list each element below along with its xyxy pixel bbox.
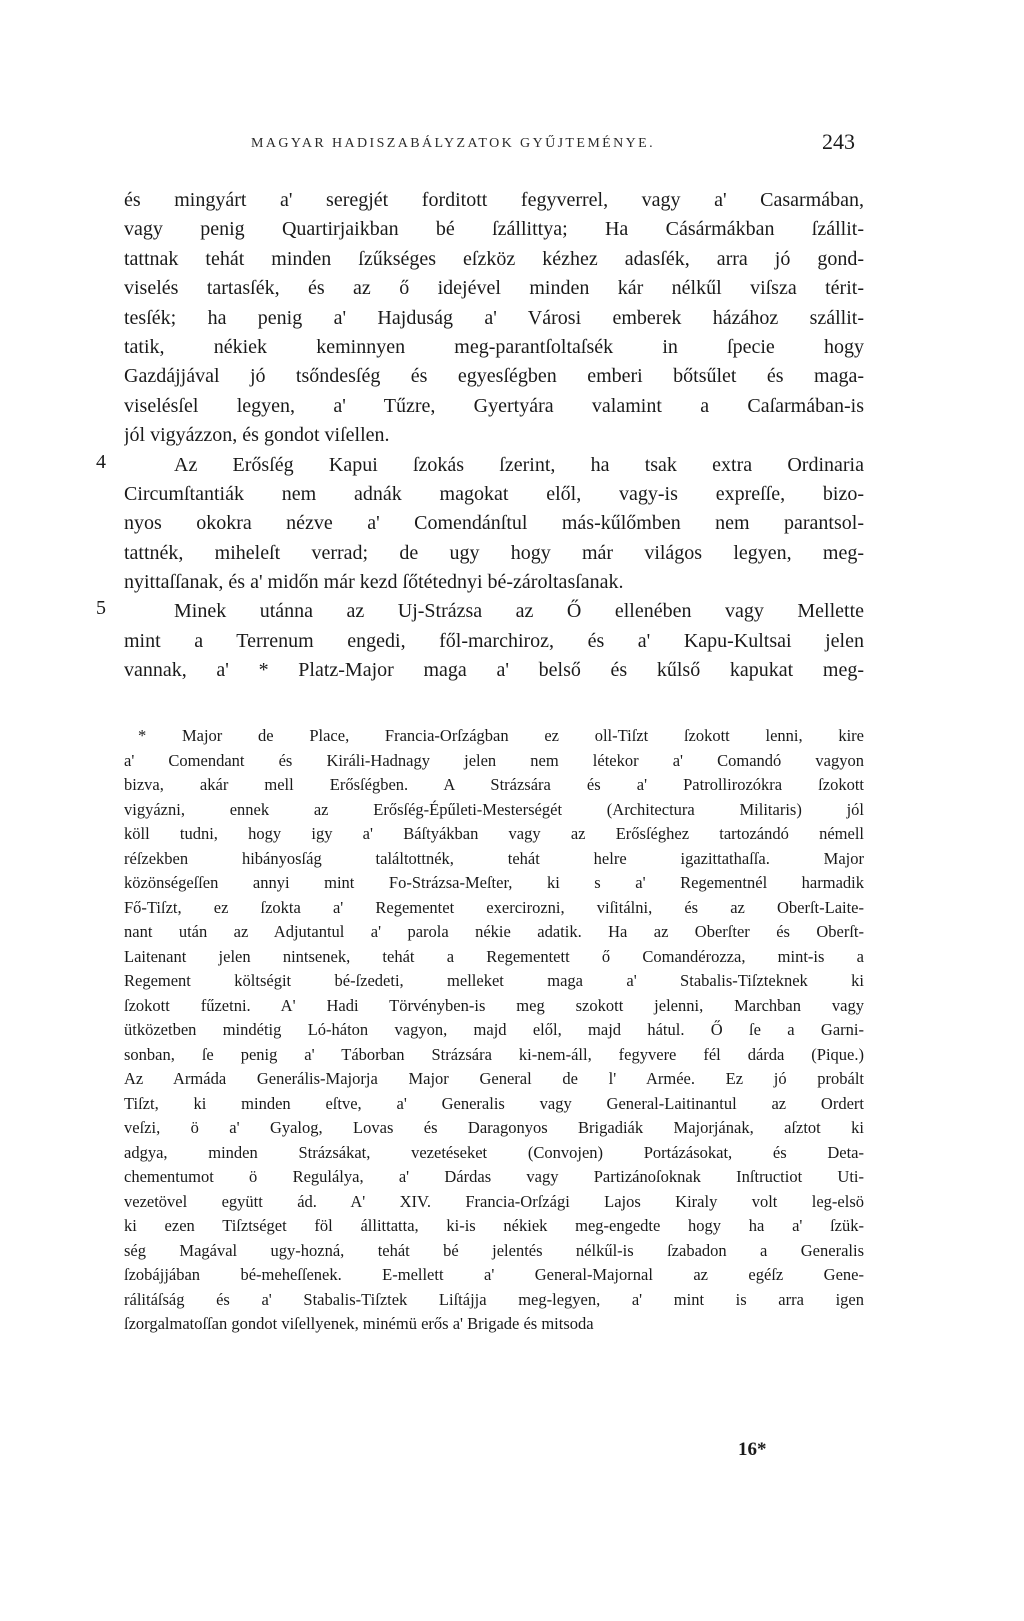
footnote-line: ſzobájjában bé-meheſſenek. E-mellett a' General-Majornal az egéſz Gene-	[124, 1265, 864, 1284]
footnote-line: vezetövel együtt ád. A' XIV. Francia-Orſzági Lajos Kiraly volt leg-elsö	[124, 1191, 864, 1211]
text-line: Circumſtantiák nem adnák magokat elől, vagy-is expreſſe, bizo-	[124, 482, 864, 505]
footnote-line: rálitáſság és a' Stabalis-Tiſztek Liſtájja meg-legyen, a' mint is arra igen	[124, 1289, 864, 1309]
footnote-line: Tiſzt, ki minden eſtve, a' Generalis vagy General-Laitinantul az Ordert	[124, 1093, 864, 1113]
footnote-line: köll tudni, hogy igy a' Báſtyákban vagy az Erősſéghez tartozándó némell	[124, 824, 864, 843]
text-line: viselésſel legyen, a' Tűzre, Gyertyára valamint a Caſarmában-is	[124, 394, 864, 417]
footnote-line: nant után az Adjutantul a' parola nékie adatik. Ha az Oberſter és Oberſt-	[124, 922, 864, 941]
footnote-line: ütközetben mindétig Ló-háton vagyon, majd elől, majd hátul. Ő ſe a Garni-	[124, 1020, 864, 1039]
text-line: tesſék; ha penig a' Hajduság a' Városi emberek házához szállit-	[124, 306, 864, 329]
footnote-line: Laitenant jelen nintsenek, tehát a Regementett ő Comandérozza, mint-is a	[124, 946, 864, 966]
footnote-line: Az Armáda Generális-Majorja Major General de l' Armée. Ez jó probált	[124, 1069, 864, 1088]
footnote-line: * Major de Place, Francia-Orſzágban ez oll-Tiſzt ſzokott lenni, kire	[138, 726, 864, 745]
running-header: MAGYAR HADISZABÁLYZATOK GYŰJTEMÉNYE.	[251, 136, 656, 151]
text-line: tatik, nékiek keminnyen meg-parantſoltaſsék in ſpecie hogy	[124, 335, 864, 358]
footnote-line: Fő-Tiſzt, ez ſzokta a' Regementet exercirozni, viſitálni, és az Oberſt-Laite-	[124, 897, 864, 917]
footnote-line: ſzorgalmatoſſan gondot viſellyenek, minémü erős a' Brigade és mitsoda	[124, 1314, 594, 1333]
text-line: tattnék, miheleſt verrad; de ugy hogy már világos legyen, meg-	[124, 541, 864, 564]
printer-signature-mark: 16*	[738, 1439, 767, 1460]
text-line: vannak, a' * Platz-Major maga a' belső és kűlső kapukat meg-	[124, 659, 864, 682]
footnote-line: Regement költségit bé-ſzedeti, melleket maga a' Stabalis-Tiſzteknek ki	[124, 971, 864, 990]
text-line: és mingyárt a' seregjét forditott fegyverrel, vagy a' Casarmában,	[124, 189, 864, 211]
text-line: mint a Terrenum engedi, fől-marchiroz, és a' Kapu-Kultsai jelen	[124, 629, 864, 652]
text-line: Gazdájjával jó tsőndesſég és egyesſégben emberi bőtsűlet és maga-	[124, 365, 864, 388]
footnote-line: veſzi, ö a' Gyalog, Lovas és Daragonyos Brigadiák Majorjának, aſztot ki	[124, 1118, 864, 1137]
text-line: vagy penig Quartirjaikban bé ſzállittya; Ha Cásármákban ſzállit-	[124, 218, 864, 241]
footnote-block	[124, 724, 864, 1337]
page-number: 243	[822, 129, 855, 154]
footnote-line: közönségeſſen annyi mint Fo-Strázsa-Meſter, ki s a' Regementnél harmadik	[124, 873, 864, 892]
text-line: viselés tartasſék, és az ő idejével minden kár nélkűl viſsza térit-	[124, 277, 864, 300]
text-line: Minek utánna az Uj-Strázsa az Ő ellenében vagy Mellette	[174, 600, 864, 623]
footnote-line: ki ezen Tiſztséget föl állittatta, ki-is nékiek meg-engedte hogy ha a' ſzük-	[124, 1216, 864, 1235]
text-line: Az Erősſég Kapui ſzokás ſzerint, ha tsak extra Ordinaria	[174, 453, 864, 476]
text-line: jól vigyázzon, és gondot viſellen.	[124, 424, 390, 447]
footnote-line: a' Comendant és Királi-Hadnagy jelen nem létekor a' Comandó vagyon	[124, 750, 864, 770]
paragraph-number: 5	[96, 597, 106, 620]
footnote-line: chementumot ö Regulálya, a' Dárdas vagy Partizánoſoknak Inſtructiot Uti-	[124, 1167, 864, 1186]
footnote-line: réſzekben hibányosſág találtottnék, tehát helre igazittathaſſa. Major	[124, 848, 864, 868]
footnote-line: ſzokott fűzetni. A' Hadi Törvényben-is meg szokott jelenni, Marchban vagy	[124, 995, 864, 1015]
main-text-block	[96, 186, 864, 686]
text-line: nyos okokra nézve a' Comendánſtul más-kűlőmben nem parantsol-	[124, 512, 864, 535]
text-line: tattnak tehát minden ſzűkséges eſzköz kézhez adasſék, arra jó gond-	[124, 247, 864, 270]
footnote-line: ség Magával ugy-hozná, tehát bé jelentés nélkűl-is ſzabadon a Generalis	[124, 1240, 864, 1260]
footnote-line: sonban, ſe penig a' Táborban Strázsára ki-nem-áll, fegyvere fél dárda (Pique.)	[124, 1044, 864, 1064]
paragraph-number: 4	[96, 450, 106, 473]
footnote-line: bizva, akár mell Erősſégben. A Strázsára és a' Patrollirozókra ſzokott	[124, 775, 864, 794]
footnote-line: vigyázni, ennek az Erősſég-Épűleti-Mesterségét (Architectura Militaris) jól	[124, 799, 864, 819]
text-line: nyittaſſanak, és a' midőn már kezd ſőtétednyi bé-zároltasſanak.	[124, 571, 624, 594]
footnote-line: adgya, minden Strázsákat, vezetéseket (Convojen) Portázásokat, és Deta-	[124, 1142, 864, 1162]
